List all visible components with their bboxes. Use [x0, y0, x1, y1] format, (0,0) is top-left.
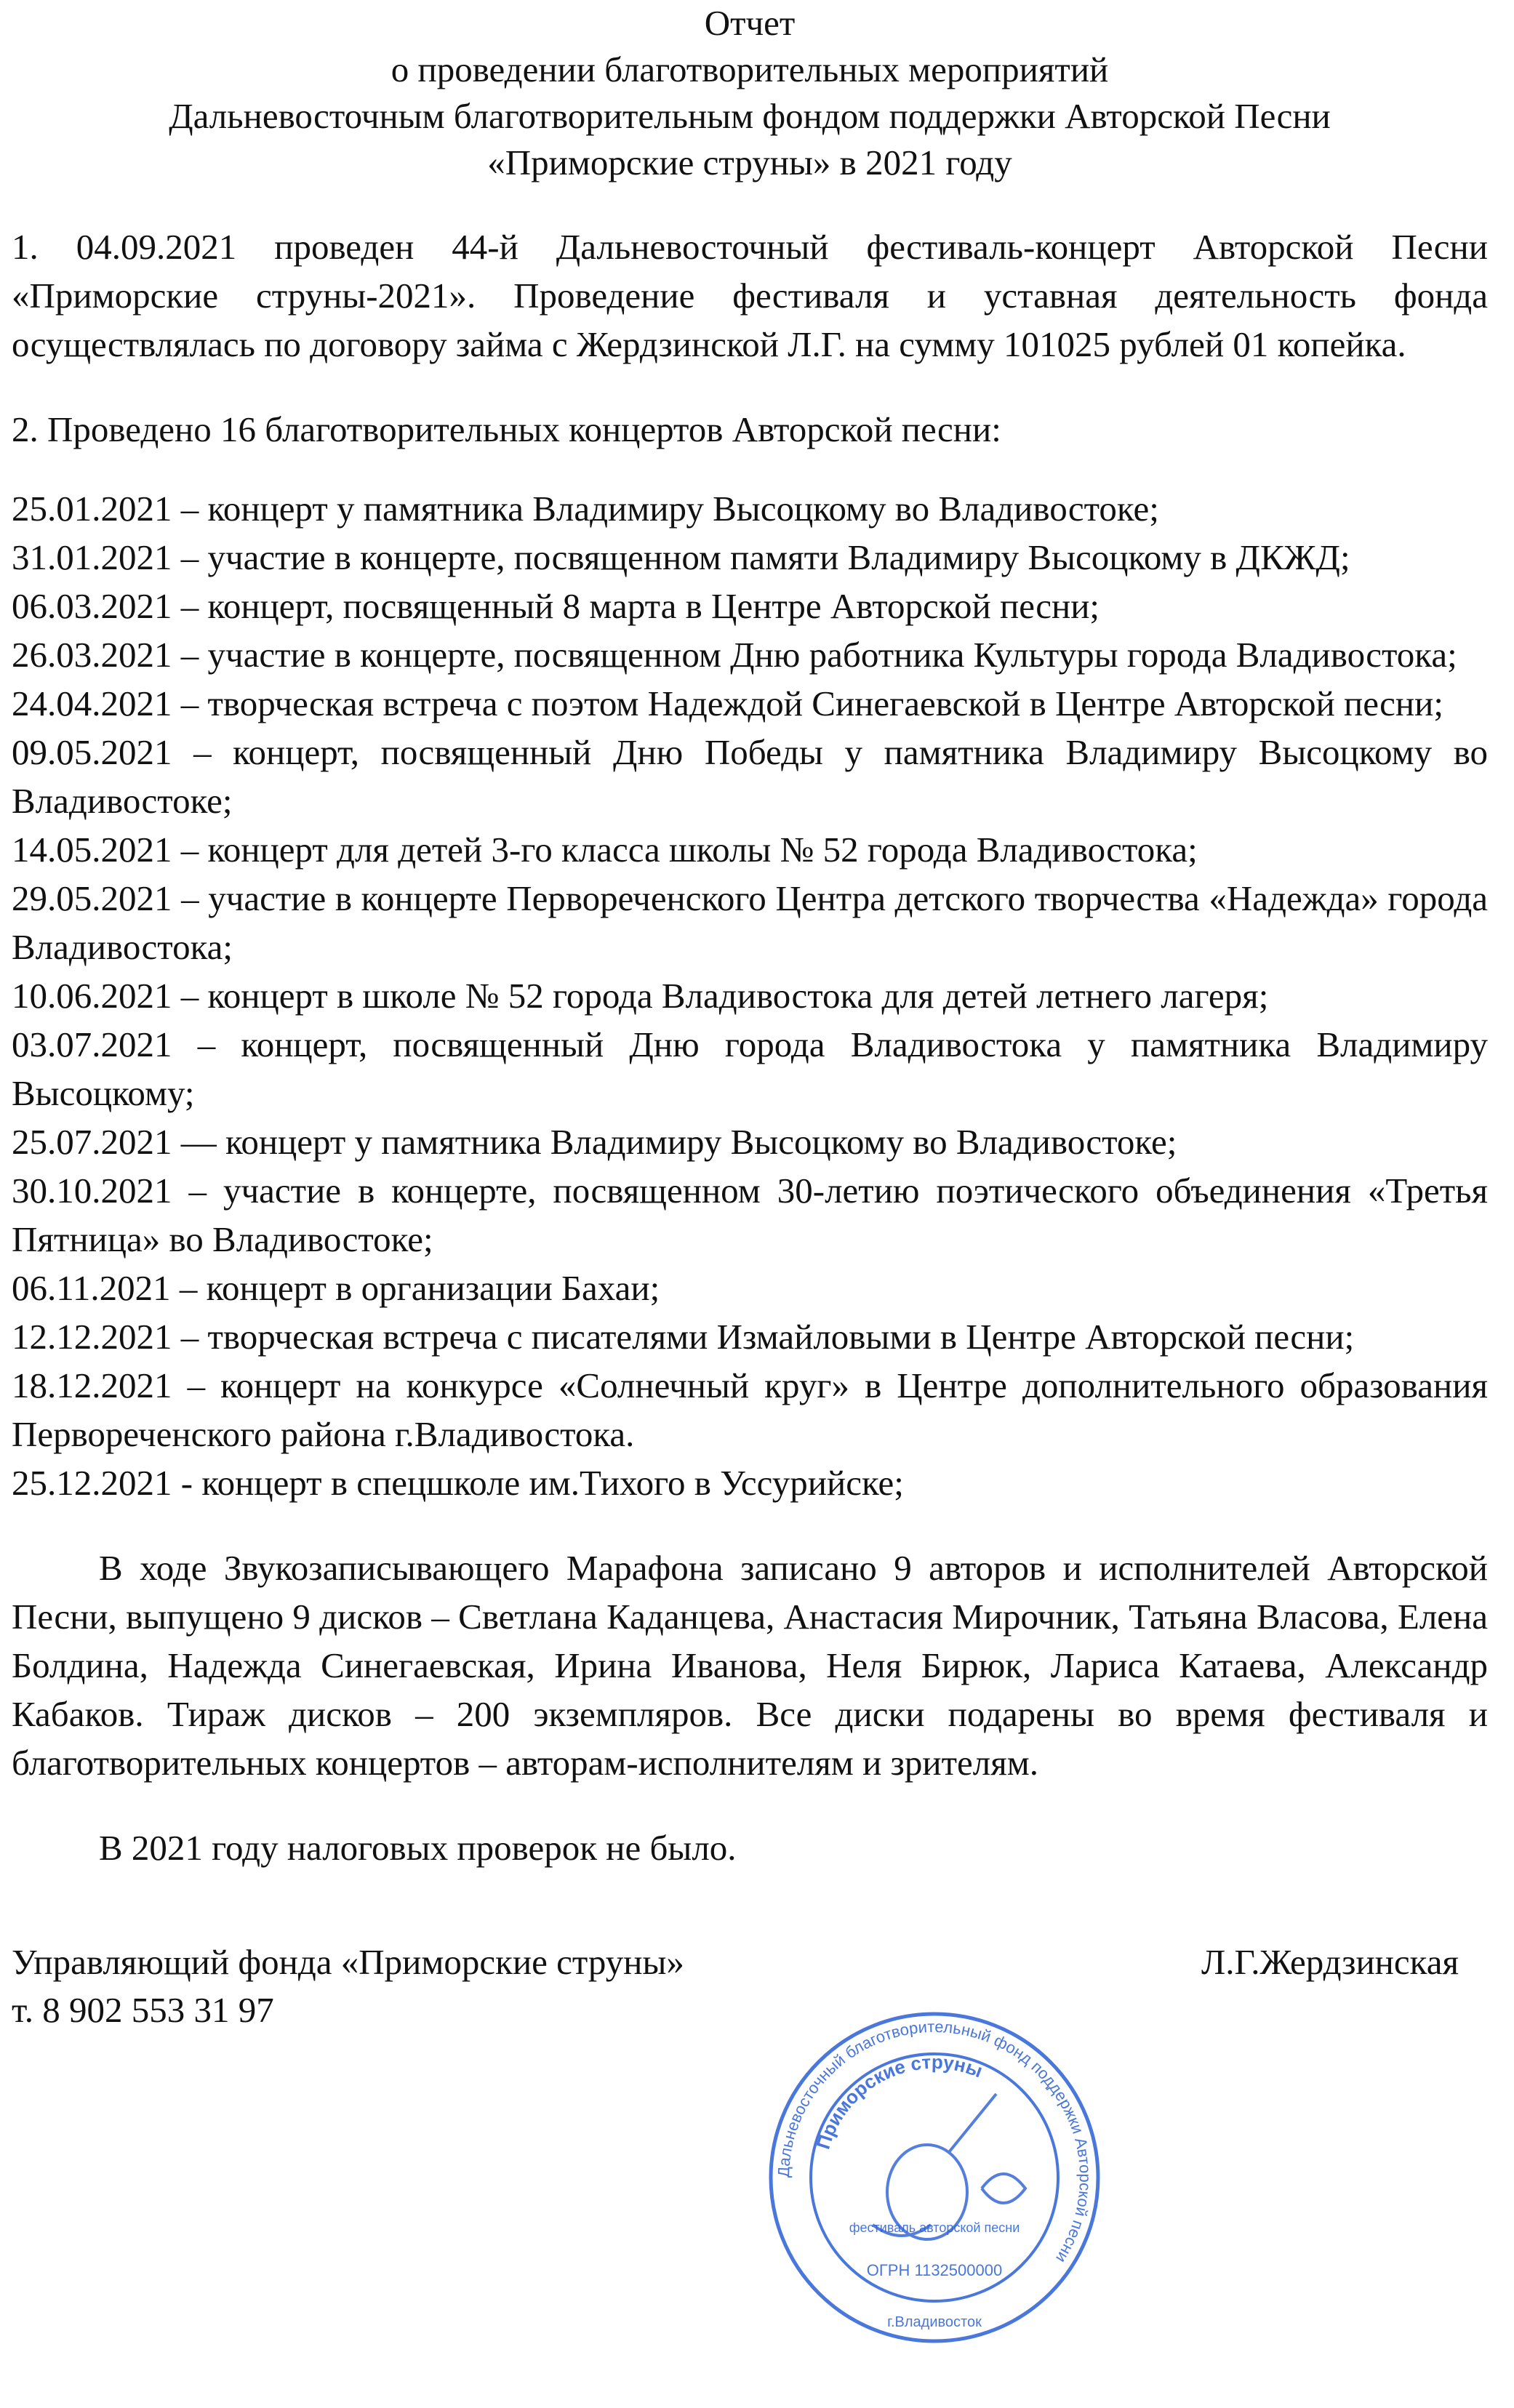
item-2-concerts-heading: 2. Проведено 16 благотворительных концертов Авторской песни:	[12, 409, 1001, 449]
event-item: 03.07.2021 – концерт, посвященный Дню города Владивостока у памятника Владимиру Высоцкому;	[12, 1024, 1488, 1113]
event-item: 09.05.2021 – концерт, посвященный Дню Победы у памятника Владимиру Высоцкому во Владивостоке;	[12, 732, 1488, 821]
signatory-role: Управляющий фонда «Приморские струны»	[12, 1942, 684, 1982]
event-item: 25.01.2021 – концерт у памятника Владимиру Высоцкому во Владивостоке;	[12, 489, 1159, 529]
document-title	[12, 0, 1488, 186]
document-page	[12, 0, 1488, 2039]
event-item: 12.12.2021 – творческая встреча с писателями Измайловыми в Центре Авторской песни;	[12, 1317, 1355, 1357]
event-item: 30.10.2021 – участие в концерте, посвященном 30-летию поэтического объединения «Третья Пятница» во Владивостоке;	[12, 1171, 1488, 1259]
stamp-outer-text: Дальневосточный благотворительный фонд поддержки Авторской песни	[774, 2017, 1095, 2266]
stamp-inner-text: Приморские струны	[812, 2050, 986, 2152]
organization-stamp	[764, 2007, 1105, 2348]
event-item: 10.06.2021 – концерт в школе № 52 города Владивостока для детей летнего лагеря;	[12, 976, 1269, 1016]
stamp-city: г.Владивосток	[887, 2314, 982, 2330]
title-line-1: Отчет	[704, 3, 796, 43]
inspections-paragraph: В 2021 году налоговых проверок не было.	[99, 1828, 737, 1868]
event-item: 24.04.2021 – творческая встреча с поэтом Надеждой Синегаевской в Центре Авторской песни;	[12, 683, 1443, 723]
events-list	[12, 484, 1488, 1507]
contact-phone: т. 8 902 553 31 97	[12, 1990, 274, 2030]
title-line-4: «Приморские струны» в 2021 году	[487, 143, 1012, 182]
guitar-emblem-icon	[873, 2094, 1025, 2239]
title-line-2: о проведении благотворительных мероприятий	[390, 49, 1109, 89]
event-item: 14.05.2021 – концерт для детей 3-го класса школы № 52 города Владивостока;	[12, 830, 1198, 870]
event-item: 25.12.2021 - концерт в спецшколе им.Тихого в Уссурийске;	[12, 1463, 904, 1503]
stamp-ogrn: ОГРН 1132500000	[866, 2261, 1003, 2279]
event-item: 31.01.2021 – участие в концерте, посвященном памяти Владимиру Высоцкому в ДКЖД;	[12, 537, 1350, 577]
title-line-3: Дальневосточным благотворительным фондом поддержки Авторской Песни	[169, 96, 1331, 136]
event-item: 06.03.2021 – концерт, посвященный 8 марта в Центре Авторской песни;	[12, 586, 1100, 626]
event-item: 26.03.2021 – участие в концерте, посвященном Дню работника Культуры города Владивостока;	[12, 635, 1457, 675]
event-item: 29.05.2021 – участие в концерте Первореченского Центра детского творчества «Надежда» города Владивостока;	[12, 878, 1488, 967]
event-item: 06.11.2021 – концерт в организации Бахаи;	[12, 1268, 660, 1308]
event-item: 18.12.2021 – концерт на конкурсе «Солнечный круг» в Центре дополнительного образования Первореченского района г.Владивостока.	[12, 1365, 1488, 1454]
signature-block	[12, 1938, 1488, 2039]
signatory-name: Л.Г.Жердзинская	[1201, 1942, 1459, 1982]
event-item: 25.07.2021 — концерт у памятника Владимиру Высоцкому во Владивостоке;	[12, 1122, 1177, 1162]
stamp-sub-text: фестиваль авторской песни	[849, 2220, 1020, 2235]
marathon-paragraph: В ходе Звукозаписывающего Марафона записано 9 авторов и исполнителей Авторской Песни, выпущено 9 дисков – Светлана Каданцева, Анастасия Мирочник, Татьяна Власова, Елена Болдина, Надежда Синегаевская, Ирина Иванова, Неля Бирюк, Лариса Катаева, Александр Кабаков. Тираж дисков – 200 экземпляров. Все диски подарены во время фестиваля и благотворительных концертов – авторам-исполнителям и зрителям.	[12, 1548, 1488, 1783]
item-1-festival: 1. 04.09.2021 проведен 44-й Дальневосточный фестиваль-концерт Авторской Песни «Приморские струны-2021». Проведение фестиваля и уставная деятельность фонда осуществлялась по договору займа с Жердзинской Л.Г. на сумму 101025 рублей 01 копейка.	[12, 227, 1488, 364]
